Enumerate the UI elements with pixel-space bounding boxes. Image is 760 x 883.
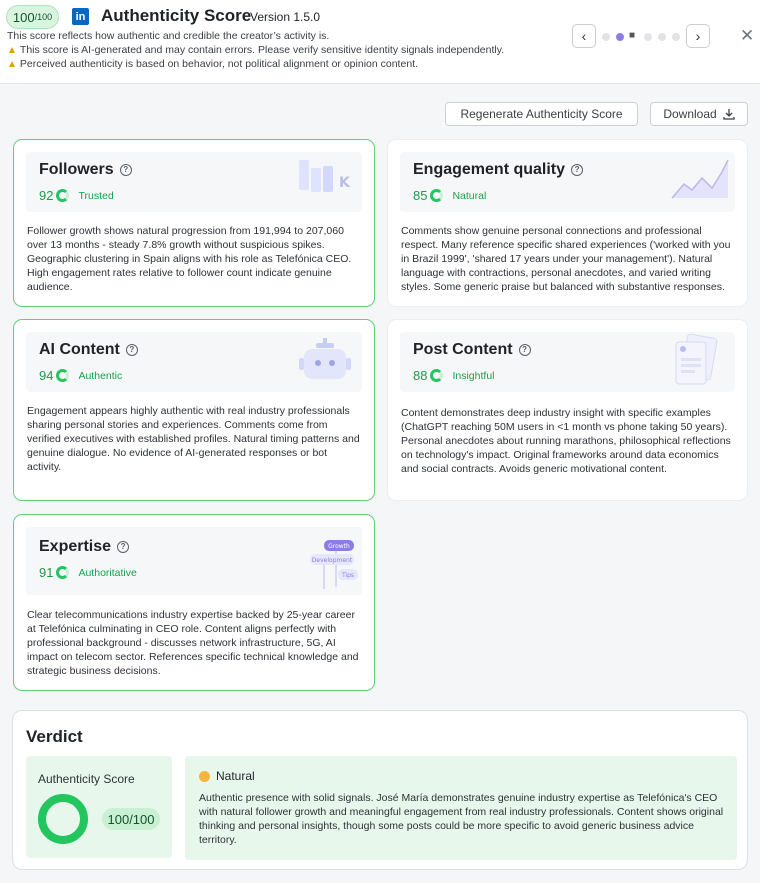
svg-text:K: K <box>339 175 350 191</box>
header-warning-ai-text: This score is AI-generated and may contain errors. Please verify sensitive identity signals independently. <box>19 44 505 56</box>
header-warning-ai <box>7 44 504 56</box>
score-label: Trusted <box>78 189 114 202</box>
score-ring-icon <box>56 566 69 579</box>
score-ring-icon <box>430 369 443 382</box>
header-score-badge <box>6 5 59 29</box>
header-description: This score reflects how authentic and credible the creator’s activity is. <box>7 30 330 42</box>
card-score <box>39 565 137 580</box>
card-description: Engagement appears highly authentic with real industry professionals sharing personal stories and experiences. Comments come from verified executives with established profiles. Natural timing patterns and genuine dialogue. No evidence of AI-generated responses or bot activity. <box>27 405 360 473</box>
header-warning-perceived <box>7 58 418 70</box>
score-value: 88 <box>413 368 428 383</box>
help-icon[interactable]: ? <box>571 164 583 176</box>
linkedin-icon: in <box>72 8 89 25</box>
score-value: 92 <box>39 188 54 203</box>
help-icon[interactable]: ? <box>120 164 132 176</box>
authenticity-score-panel <box>26 756 172 858</box>
engagement-quality-card <box>387 139 748 307</box>
pager-dot[interactable] <box>658 33 666 41</box>
score-label: Authoritative <box>78 566 137 579</box>
score-ring-icon <box>56 369 69 382</box>
svg-text:Growth: Growth <box>328 543 350 550</box>
score-label: Insightful <box>452 369 495 382</box>
followers-card <box>13 139 375 307</box>
card-title: AI Content ? <box>39 341 138 359</box>
card-score <box>413 368 495 383</box>
pager-prev-button[interactable] <box>572 24 596 48</box>
verdict-rating-label: Natural <box>216 769 255 783</box>
card-title: Followers ? <box>39 161 132 179</box>
score-ring-icon <box>56 189 69 202</box>
card-score <box>413 188 486 203</box>
header-warning-perceived-text: Perceived authenticity is based on behavior, not political alignment or opinion content. <box>19 58 418 70</box>
ai-content-card <box>13 319 375 501</box>
score-donut-icon <box>38 794 88 844</box>
chevron-left-icon: ‹ <box>581 28 587 44</box>
chevron-right-icon: › <box>695 28 701 44</box>
verdict-text: Authentic presence with solid signals. José María demonstrates genuine industry expertise as Telefónica's CEO with natural follower growth and meaningful engagement from real industry professionals. Content shows original thinking and personal insights, though some posts could be more specific to avoid generic business advice territory. <box>199 792 724 846</box>
download-icon <box>723 108 735 120</box>
pager-dot[interactable] <box>644 33 652 41</box>
card-title: Engagement quality ? <box>413 161 583 179</box>
card-description: Comments show genuine personal connections and professional respect. Many reference specific shared experiences ('worked with you in Brazil 1999', 'shared 17 years under your management'). Natural language with contractions, personal anecdotes, and varied writing styles. Some generic praise but balanced with substantive responses. <box>401 225 731 293</box>
verdict-title: Verdict <box>26 727 83 746</box>
warning-icon: ▲ <box>7 45 17 56</box>
card-score <box>39 188 114 203</box>
engagement-graph-icon <box>670 158 730 200</box>
card-header <box>26 332 362 392</box>
card-description: Follower growth shows natural progression from 191,994 to 207,060 over 13 months - steady 7.8% growth without suspicious spikes. Geographic clustering in Spain aligns with his role as Telefónica CEO. High engagement rates relative to follower count indicate genuine audience. <box>27 225 352 293</box>
verdict-panel <box>12 710 748 870</box>
card-score <box>39 368 122 383</box>
svg-text:Tips: Tips <box>341 572 355 579</box>
score-label: Authentic <box>78 369 123 382</box>
score-label: Natural <box>452 189 487 202</box>
pager-next-button[interactable] <box>686 24 710 48</box>
download-button[interactable] <box>650 102 748 126</box>
download-button-label: Download <box>663 107 717 121</box>
header <box>0 0 760 84</box>
pager-dot-active[interactable] <box>616 33 624 41</box>
score-ring-icon <box>430 189 443 202</box>
natural-icon <box>199 771 210 782</box>
card-title: Post Content ? <box>413 341 531 359</box>
warning-icon: ▲ <box>7 59 17 70</box>
verdict-summary-panel <box>185 756 737 860</box>
card-description: Content demonstrates deep industry insight with specific examples (ChatGPT reaching 50M users in <1 month vs phone taking 50 years). Personal anecdotes about running marathons, philosophical reflections on technology's impact. Original frameworks around data economics and social contracts. Avoids generic motivational content. <box>401 407 731 475</box>
regenerate-button[interactable] <box>445 102 638 126</box>
document-icon <box>670 334 730 390</box>
help-icon[interactable]: ? <box>117 541 129 553</box>
close-icon[interactable]: ✕ <box>740 26 755 45</box>
verdict-rating <box>199 769 255 783</box>
header-score-suffix: /100 <box>34 12 53 22</box>
version-label: Version 1.5.0 <box>250 10 321 24</box>
expertise-card <box>13 514 375 691</box>
card-header <box>400 152 735 212</box>
expertise-tags-icon <box>298 539 364 595</box>
card-title: Expertise ? <box>39 538 129 556</box>
pager-dot[interactable] <box>672 33 680 41</box>
card-header <box>26 527 362 595</box>
followers-chart-icon <box>298 158 364 198</box>
lock-icon: ■ <box>629 30 636 41</box>
score-value: 85 <box>413 188 428 203</box>
authenticity-score-label: Authenticity Score <box>38 772 135 786</box>
card-header <box>400 332 735 392</box>
help-icon[interactable]: ? <box>126 344 138 356</box>
svg-text:Development: Development <box>311 557 353 564</box>
pager-dot[interactable] <box>602 33 610 41</box>
card-description: Clear telecommunications industry expertise backed by 25-year career at Telefónica culminating in CEO role. Content aligns perfectly with professional background - discusses network infrastructure, 5G, AI impact on telecom sector. References specific technical knowledge and strategic business decisions. <box>27 609 359 677</box>
card-header <box>26 152 362 212</box>
regenerate-button-label: Regenerate Authenticity Score <box>460 107 623 121</box>
card-pager <box>572 24 712 50</box>
post-content-card <box>387 319 748 501</box>
score-value: 91 <box>39 565 54 580</box>
header-score-value: 100 <box>12 9 35 25</box>
page-title: Authenticity Score <box>101 6 252 25</box>
authenticity-score-badge: 100/100 <box>102 808 160 830</box>
robot-icon <box>298 336 352 384</box>
score-value: 94 <box>39 368 54 383</box>
help-icon[interactable]: ? <box>519 344 531 356</box>
